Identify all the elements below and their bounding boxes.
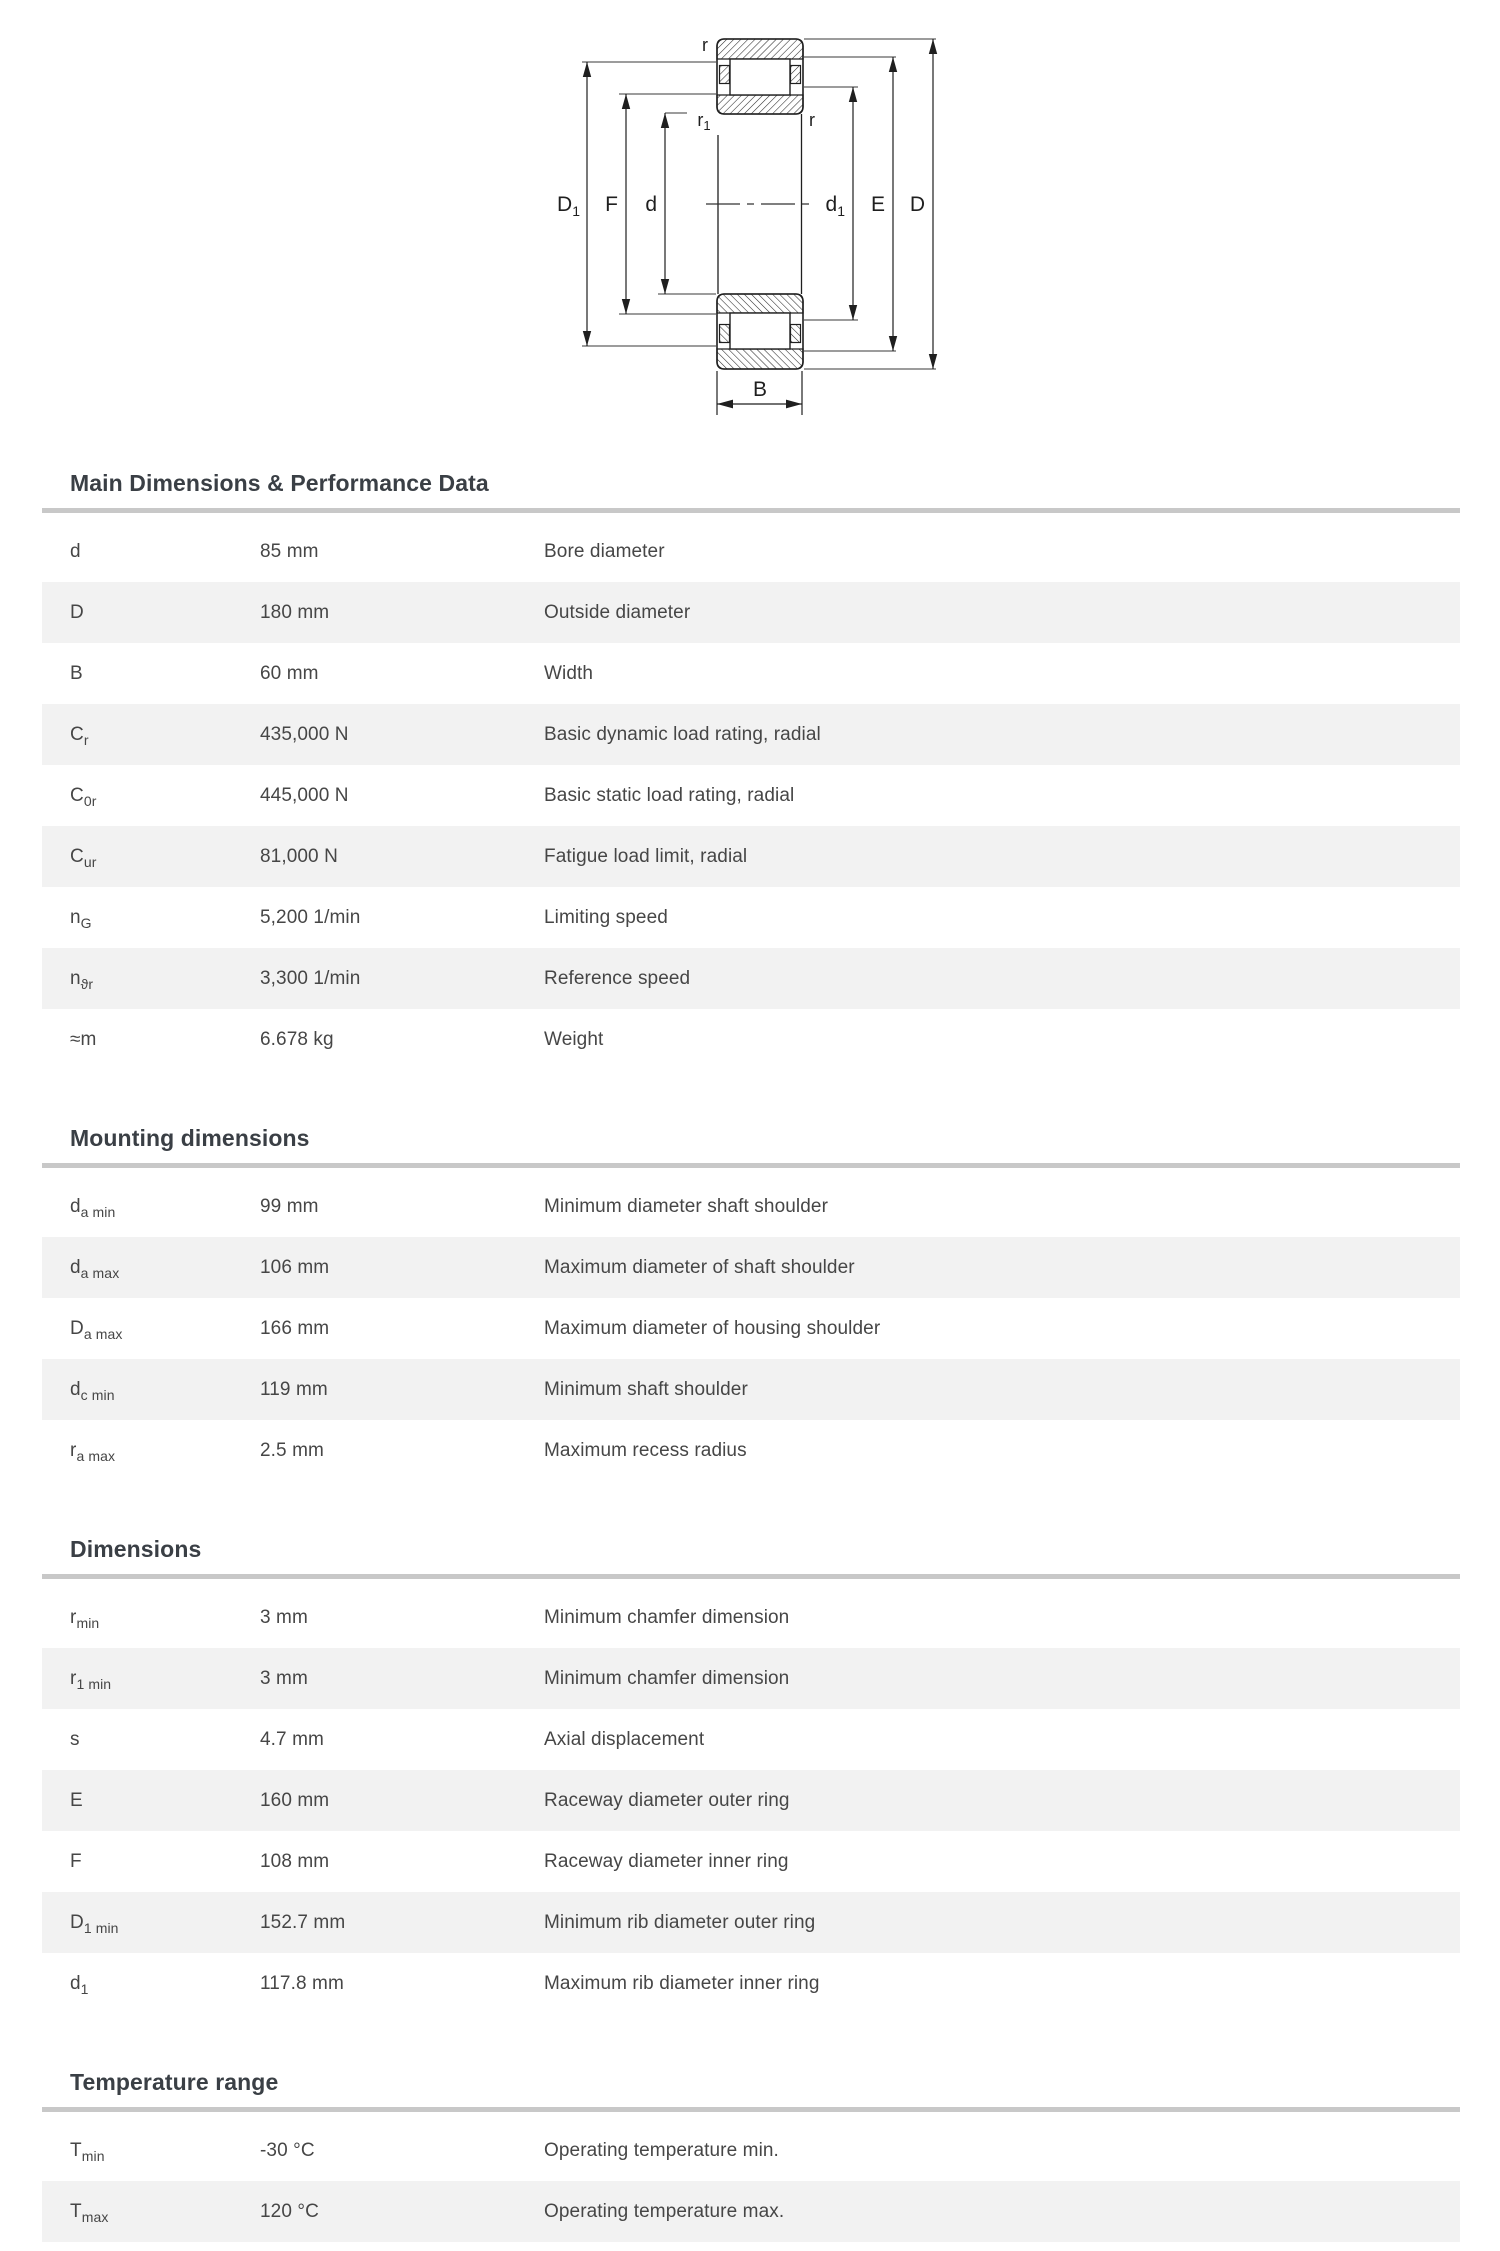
row-symbol: $r_{1 min}$: [70, 1667, 112, 1692]
section-divider-bar: [42, 1163, 1460, 1168]
row-value: 108 mm: [260, 1850, 330, 1872]
row-symbol: d: [70, 540, 81, 562]
row-value: 152.7 mm: [260, 1911, 346, 1933]
row-value: 81,000 N: [260, 845, 338, 867]
row-symbol: ≈m: [70, 1028, 97, 1050]
row-symbol: $n_{ϑr}$: [70, 967, 94, 992]
row-description: Width: [544, 662, 594, 684]
table-row: [42, 1648, 1460, 1709]
label-r1: $r_1$: [697, 110, 711, 133]
row-symbol: F: [70, 1850, 82, 1872]
row-description: Outside diameter: [544, 601, 691, 623]
label-r-right: r: [809, 110, 815, 130]
row-symbol: $n_G$: [70, 906, 92, 931]
bearing-datasheet-page: [0, 10, 1500, 2242]
table-row: [42, 1298, 1460, 1359]
row-value: 166 mm: [260, 1317, 330, 1339]
row-description: Minimum shaft shoulder: [544, 1378, 748, 1400]
bearing-upper-section: [717, 39, 803, 114]
table-row: [42, 704, 1460, 765]
row-value: 85 mm: [260, 540, 319, 562]
row-symbol: D: [70, 601, 84, 623]
table-row: [42, 948, 1460, 1009]
row-description: Minimum rib diameter outer ring: [544, 1911, 816, 1933]
section-divider-bar: [42, 2107, 1460, 2112]
row-value: 180 mm: [260, 601, 330, 623]
row-value: 3 mm: [260, 1606, 308, 1628]
row-value: 4.7 mm: [260, 1728, 324, 1750]
row-description: Operating temperature min.: [544, 2139, 779, 2161]
table-row: [42, 521, 1460, 582]
row-value: 99 mm: [260, 1195, 319, 1217]
table-row: [42, 1831, 1460, 1892]
row-symbol: $d_1$: [70, 1972, 89, 1997]
row-description: Operating temperature max.: [544, 2200, 785, 2222]
section-title: Dimensions: [70, 1536, 202, 1562]
spec-section: [42, 1125, 1460, 1481]
row-symbol: s: [70, 1728, 80, 1750]
spec-tables: [42, 470, 1460, 2242]
row-value: 60 mm: [260, 662, 319, 684]
table-row: [42, 2181, 1460, 2242]
row-description: Raceway diameter inner ring: [544, 1850, 789, 1872]
table-row: [42, 765, 1460, 826]
spec-section: [42, 470, 1460, 1070]
table-row: [42, 1359, 1460, 1420]
bearing-cross-section-diagram: [0, 10, 1500, 440]
bearing-lower-section: [717, 294, 803, 369]
row-description: Fatigue load limit, radial: [544, 845, 748, 867]
bearing-diagram-svg: [550, 10, 960, 430]
row-symbol: $d_{a min}$: [70, 1195, 116, 1220]
row-description: Reference speed: [544, 967, 691, 989]
label-r-top: r: [702, 35, 708, 55]
label-D: D: [909, 193, 925, 216]
row-symbol: B: [70, 662, 83, 684]
row-description: Minimum chamfer dimension: [544, 1667, 790, 1689]
section-title: Main Dimensions & Performance Data: [70, 470, 489, 496]
table-row: [42, 1420, 1460, 1481]
row-description: Weight: [544, 1028, 604, 1050]
row-symbol: $d_{c min}$: [70, 1378, 115, 1403]
table-row: [42, 1587, 1460, 1648]
label-E: E: [870, 193, 885, 216]
label-F: F: [605, 193, 618, 216]
row-description: Maximum rib diameter inner ring: [544, 1972, 820, 1994]
table-row: [42, 1009, 1460, 1070]
row-symbol: $r_{a max}$: [70, 1439, 116, 1464]
section-rows: [42, 2120, 1460, 2242]
table-row: [42, 1176, 1460, 1237]
table-row: [42, 1892, 1460, 1953]
row-symbol: $D_{1 min}$: [70, 1911, 119, 1936]
row-description: Bore diameter: [544, 540, 665, 562]
row-symbol: $C_{0r}$: [70, 784, 97, 809]
row-description: Basic static load rating, radial: [544, 784, 795, 806]
row-value: 120 °C: [260, 2200, 319, 2222]
spec-section: [42, 2069, 1460, 2242]
row-description: Maximum diameter of shaft shoulder: [544, 1256, 855, 1278]
row-symbol: $C_{ur}$: [70, 845, 97, 870]
section-title: Temperature range: [70, 2069, 279, 2095]
row-value: 106 mm: [260, 1256, 330, 1278]
row-value: 160 mm: [260, 1789, 330, 1811]
section-rows: [42, 521, 1460, 1070]
section-title: Mounting dimensions: [70, 1125, 310, 1151]
table-row: [42, 1953, 1460, 2014]
table-row: [42, 582, 1460, 643]
row-value: 3 mm: [260, 1667, 308, 1689]
label-B: B: [752, 378, 768, 401]
row-value: 117.8 mm: [260, 1972, 344, 1994]
row-value: -30 °C: [260, 2139, 315, 2161]
row-description: Basic dynamic load rating, radial: [544, 723, 821, 745]
row-description: Raceway diameter outer ring: [544, 1789, 790, 1811]
table-row: [42, 1237, 1460, 1298]
label-D1: $D_1$: [557, 193, 580, 219]
row-description: Minimum chamfer dimension: [544, 1606, 790, 1628]
table-row: [42, 1709, 1460, 1770]
row-description: Maximum recess radius: [544, 1439, 747, 1461]
section-rows: [42, 1587, 1460, 2014]
section-rows: [42, 1176, 1460, 1481]
spec-section: [42, 1536, 1460, 2014]
row-symbol: $D_{a max}$: [70, 1317, 123, 1342]
row-description: Axial displacement: [544, 1728, 705, 1750]
row-symbol: E: [70, 1789, 83, 1811]
row-value: 445,000 N: [260, 784, 349, 806]
row-description: Maximum diameter of housing shoulder: [544, 1317, 881, 1339]
row-symbol: $T_{min}$: [70, 2139, 105, 2164]
row-symbol: $r_{min}$: [70, 1606, 100, 1631]
section-divider-bar: [42, 508, 1460, 513]
row-symbol: $T_{max}$: [70, 2200, 109, 2225]
row-value: 3,300 1/min: [260, 967, 361, 989]
table-row: [42, 643, 1460, 704]
table-row: [42, 2120, 1460, 2181]
table-row: [42, 887, 1460, 948]
row-description: Minimum diameter shaft shoulder: [544, 1195, 828, 1217]
section-divider-bar: [42, 1574, 1460, 1579]
row-value: 119 mm: [260, 1378, 328, 1400]
table-row: [42, 1770, 1460, 1831]
row-description: Limiting speed: [544, 906, 668, 928]
label-d: d: [645, 193, 657, 216]
row-symbol: $C_r$: [70, 723, 89, 748]
row-symbol: $d_{a max}$: [70, 1256, 120, 1281]
row-value: 5,200 1/min: [260, 906, 361, 928]
row-value: 435,000 N: [260, 723, 349, 745]
label-d1: $d_1$: [825, 193, 845, 219]
row-value: 6.678 kg: [260, 1028, 334, 1050]
table-row: [42, 826, 1460, 887]
row-value: 2.5 mm: [260, 1439, 324, 1461]
